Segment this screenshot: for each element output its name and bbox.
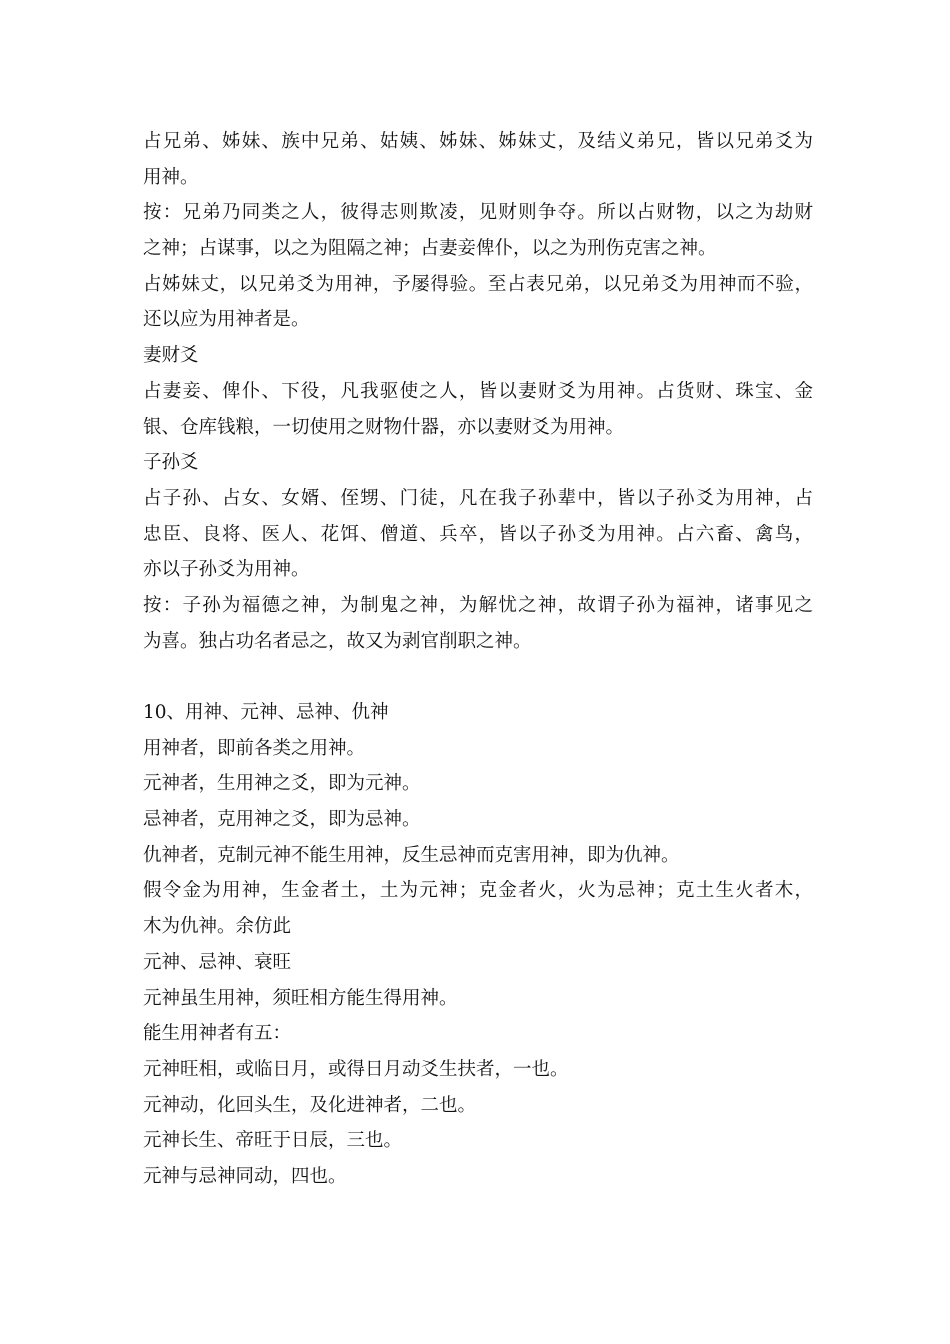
paragraph-line: 亦以子孙爻为用神。: [143, 559, 310, 581]
paragraph-line: 能生用神者有五：: [143, 1023, 292, 1045]
paragraph-line: 元神虽生用神，须旺相方能生得用神。: [143, 987, 458, 1009]
section-heading: 妻财爻: [143, 345, 199, 367]
paragraph-line: 元神长生、帝旺于日辰，三也。: [143, 1130, 403, 1152]
paragraph-line: 木为仇神。余仿此: [143, 916, 292, 938]
paragraph-line: 忠臣、良将、医人、花饵、僧道、兵卒，皆以子孙爻为用神。占六畜、禽鸟，: [143, 523, 813, 545]
section-heading: 子孙爻: [143, 452, 199, 474]
paragraph-line: 假令金为用神，生金者土，土为元神；克金者火，火为忌神；克土生火者木，: [143, 880, 813, 902]
section-heading: 元神、忌神、衰旺: [143, 951, 292, 973]
paragraph-line: 元神者，生用神之爻，即为元神。: [143, 773, 421, 795]
blank-line: [143, 659, 813, 695]
paragraph-line: 还以应为用神者是。: [143, 309, 310, 331]
paragraph-line: 仇神者，克制元神不能生用神，反生忌神而克害用神，即为仇神。: [143, 844, 680, 866]
paragraph-line: 用神者，即前各类之用神。: [143, 737, 366, 759]
paragraph-line: 元神动，化回头生，及化进神者，二也。: [143, 1094, 477, 1116]
paragraph-line: 元神与忌神同动，四也。: [143, 1165, 347, 1187]
paragraph-line: 按：兄弟乃同类之人，彼得志则欺凌，见财则争夺。所以占财物，以之为劫财: [143, 202, 813, 224]
section-heading: 10、用神、元神、忌神、仇神: [143, 702, 389, 723]
paragraph-line: 银、仓库钱粮，一切使用之财物什器，亦以妻财爻为用神。: [143, 416, 625, 438]
paragraph-line: 占子孙、占女、女婿、侄甥、门徒，凡在我子孙辈中，皆以子孙爻为用神，占: [143, 487, 813, 509]
paragraph-line: 元神旺相，或临日月，或得日月动爻生扶者，一也。: [143, 1058, 569, 1080]
paragraph-line: 占兄弟、姊妹、族中兄弟、姑姨、姊妹、姊妹丈，及结义弟兄，皆以兄弟爻为: [143, 131, 813, 152]
body-text: [143, 124, 813, 1195]
paragraph-line: 之神；占谋事，以之为阻隔之神；占妻妾俾仆，以之为刑伤克害之神。: [143, 238, 717, 260]
paragraph-line: 忌神者，克用神之爻，即为忌神。: [143, 809, 421, 831]
paragraph-line: 为喜。独占功名者忌之，故又为剥官削职之神。: [143, 630, 532, 652]
paragraph-line: 用神。: [143, 166, 199, 188]
paragraph-line: 占姊妹丈，以兄弟爻为用神，予屡得验。至占表兄弟，以兄弟爻为用神而不验，: [143, 273, 813, 295]
paragraph-line: 占妻妾、俾仆、下役，凡我驱使之人，皆以妻财爻为用神。占货财、珠宝、金: [143, 380, 813, 402]
paragraph-line: 按：子孙为福德之神，为制鬼之神，为解忧之神，故谓子孙为福神，诸事见之: [143, 594, 813, 616]
